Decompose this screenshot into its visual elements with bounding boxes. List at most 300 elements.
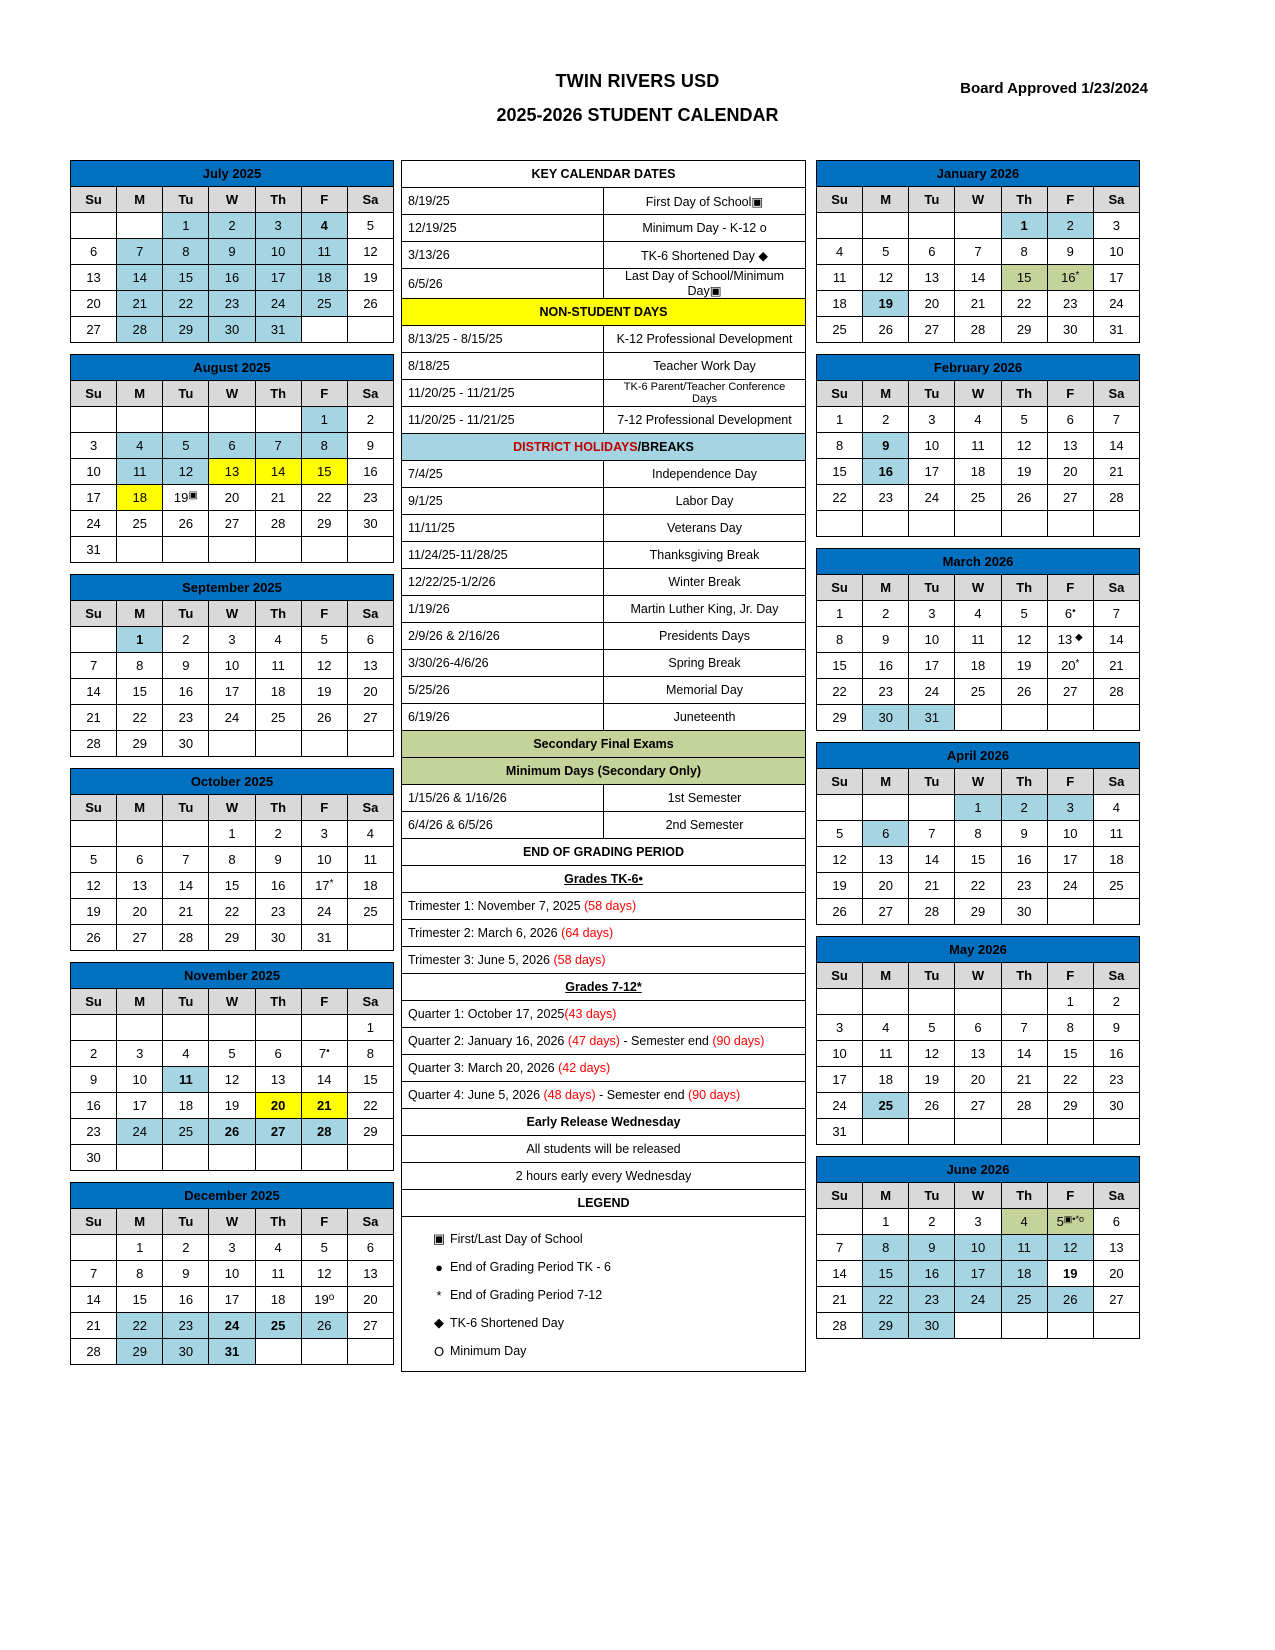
day-cell[interactable]: [347, 1339, 393, 1365]
day-cell[interactable]: 6: [347, 1235, 393, 1261]
day-cell[interactable]: 29: [817, 705, 863, 731]
day-cell[interactable]: 12: [301, 653, 347, 679]
day-cell[interactable]: 6: [863, 821, 909, 847]
day-cell[interactable]: 30: [71, 1145, 117, 1171]
day-cell[interactable]: 13: [909, 265, 955, 291]
day-cell[interactable]: [301, 1145, 347, 1171]
day-cell[interactable]: [1047, 705, 1093, 731]
day-cell[interactable]: 12: [1047, 1235, 1093, 1261]
day-cell[interactable]: 24: [255, 291, 301, 317]
day-cell[interactable]: [955, 1119, 1001, 1145]
day-cell[interactable]: 30: [909, 1313, 955, 1339]
day-cell[interactable]: 2: [209, 213, 255, 239]
day-cell[interactable]: 15: [863, 1261, 909, 1287]
day-cell[interactable]: [255, 407, 301, 433]
day-cell[interactable]: 2: [163, 1235, 209, 1261]
day-cell[interactable]: [71, 627, 117, 653]
day-cell[interactable]: [71, 821, 117, 847]
day-cell[interactable]: 3: [117, 1041, 163, 1067]
day-cell[interactable]: [209, 407, 255, 433]
day-cell[interactable]: 23: [71, 1119, 117, 1145]
day-cell[interactable]: [1001, 989, 1047, 1015]
day-cell[interactable]: 7: [163, 847, 209, 873]
day-cell[interactable]: 22: [301, 485, 347, 511]
day-cell[interactable]: 10: [909, 627, 955, 653]
day-cell[interactable]: 24: [117, 1119, 163, 1145]
day-cell[interactable]: 23: [163, 705, 209, 731]
day-cell[interactable]: 28: [301, 1119, 347, 1145]
day-cell[interactable]: 12: [1001, 627, 1047, 653]
day-cell[interactable]: 5: [1001, 407, 1047, 433]
day-cell[interactable]: 17: [1047, 847, 1093, 873]
day-cell[interactable]: 7•: [301, 1041, 347, 1067]
day-cell[interactable]: 14: [817, 1261, 863, 1287]
day-cell[interactable]: 15: [955, 847, 1001, 873]
day-cell[interactable]: 15: [209, 873, 255, 899]
day-cell[interactable]: 14: [71, 679, 117, 705]
day-cell[interactable]: 17: [117, 1093, 163, 1119]
day-cell[interactable]: 25: [163, 1119, 209, 1145]
day-cell[interactable]: [209, 731, 255, 757]
day-cell[interactable]: 22: [817, 679, 863, 705]
day-cell[interactable]: 8: [347, 1041, 393, 1067]
day-cell[interactable]: [71, 1015, 117, 1041]
day-cell[interactable]: 11: [863, 1041, 909, 1067]
day-cell[interactable]: [163, 1015, 209, 1041]
day-cell[interactable]: 6: [955, 1015, 1001, 1041]
day-cell[interactable]: 28: [71, 1339, 117, 1365]
day-cell[interactable]: 21: [1093, 459, 1139, 485]
day-cell[interactable]: 16: [209, 265, 255, 291]
day-cell[interactable]: 6: [209, 433, 255, 459]
day-cell[interactable]: 19: [1001, 653, 1047, 679]
day-cell[interactable]: [863, 511, 909, 537]
day-cell[interactable]: [117, 213, 163, 239]
day-cell[interactable]: [863, 795, 909, 821]
day-cell[interactable]: 1: [863, 1209, 909, 1235]
day-cell[interactable]: 26: [71, 925, 117, 951]
day-cell[interactable]: 20: [863, 873, 909, 899]
day-cell[interactable]: 26: [301, 1313, 347, 1339]
day-cell[interactable]: 18: [255, 679, 301, 705]
day-cell[interactable]: 19: [301, 679, 347, 705]
day-cell[interactable]: 3: [301, 821, 347, 847]
day-cell[interactable]: [163, 537, 209, 563]
day-cell[interactable]: 9: [255, 847, 301, 873]
day-cell[interactable]: 16: [1093, 1041, 1139, 1067]
day-cell[interactable]: 14: [301, 1067, 347, 1093]
day-cell[interactable]: 1: [209, 821, 255, 847]
day-cell[interactable]: 24: [955, 1287, 1001, 1313]
day-cell[interactable]: 3: [1047, 795, 1093, 821]
day-cell[interactable]: 3: [1093, 213, 1139, 239]
day-cell[interactable]: [1001, 705, 1047, 731]
day-cell[interactable]: 2: [1001, 795, 1047, 821]
day-cell[interactable]: [255, 731, 301, 757]
day-cell[interactable]: 19: [209, 1093, 255, 1119]
day-cell[interactable]: 25: [955, 485, 1001, 511]
day-cell[interactable]: 28: [71, 731, 117, 757]
day-cell[interactable]: 23: [209, 291, 255, 317]
day-cell[interactable]: 15: [1047, 1041, 1093, 1067]
day-cell[interactable]: 18: [817, 291, 863, 317]
day-cell[interactable]: 9: [163, 1261, 209, 1287]
day-cell[interactable]: 14: [255, 459, 301, 485]
day-cell[interactable]: 30: [1001, 899, 1047, 925]
day-cell[interactable]: 28: [117, 317, 163, 343]
day-cell[interactable]: 16: [163, 1287, 209, 1313]
day-cell[interactable]: 5: [301, 1235, 347, 1261]
day-cell[interactable]: 22: [209, 899, 255, 925]
day-cell[interactable]: [1093, 1313, 1139, 1339]
day-cell[interactable]: 13: [255, 1067, 301, 1093]
day-cell[interactable]: 27: [255, 1119, 301, 1145]
day-cell[interactable]: 29: [955, 899, 1001, 925]
day-cell[interactable]: 9: [1047, 239, 1093, 265]
day-cell[interactable]: 7: [1093, 407, 1139, 433]
day-cell[interactable]: 18: [955, 653, 1001, 679]
day-cell[interactable]: 19: [71, 899, 117, 925]
day-cell[interactable]: 28: [817, 1313, 863, 1339]
day-cell[interactable]: 20: [209, 485, 255, 511]
day-cell[interactable]: 15: [117, 1287, 163, 1313]
day-cell[interactable]: 29: [863, 1313, 909, 1339]
day-cell[interactable]: 26: [209, 1119, 255, 1145]
day-cell[interactable]: 2: [71, 1041, 117, 1067]
day-cell[interactable]: 5: [71, 847, 117, 873]
day-cell[interactable]: 13: [71, 265, 117, 291]
day-cell[interactable]: 13 ◆: [1047, 627, 1093, 653]
day-cell[interactable]: 18: [347, 873, 393, 899]
day-cell[interactable]: 29: [209, 925, 255, 951]
day-cell[interactable]: 23: [347, 485, 393, 511]
day-cell[interactable]: 18: [163, 1093, 209, 1119]
day-cell[interactable]: 26: [1001, 485, 1047, 511]
day-cell[interactable]: 28: [1001, 1093, 1047, 1119]
day-cell[interactable]: 29: [347, 1119, 393, 1145]
day-cell[interactable]: 9: [863, 433, 909, 459]
day-cell[interactable]: 19: [1001, 459, 1047, 485]
day-cell[interactable]: 22: [117, 1313, 163, 1339]
day-cell[interactable]: [71, 1235, 117, 1261]
day-cell[interactable]: [863, 1119, 909, 1145]
day-cell[interactable]: 11: [955, 433, 1001, 459]
day-cell[interactable]: 4: [817, 239, 863, 265]
day-cell[interactable]: 12: [209, 1067, 255, 1093]
day-cell[interactable]: 7: [117, 239, 163, 265]
day-cell[interactable]: 15: [347, 1067, 393, 1093]
day-cell[interactable]: 7: [255, 433, 301, 459]
day-cell[interactable]: [817, 511, 863, 537]
day-cell[interactable]: 13: [1047, 433, 1093, 459]
day-cell[interactable]: 11: [163, 1067, 209, 1093]
day-cell[interactable]: [71, 213, 117, 239]
day-cell[interactable]: 20: [347, 1287, 393, 1313]
day-cell[interactable]: [301, 317, 347, 343]
day-cell[interactable]: $5^{▣•*o}$: [1047, 1209, 1093, 1235]
day-cell[interactable]: [255, 1015, 301, 1041]
day-cell[interactable]: 26: [1047, 1287, 1093, 1313]
day-cell[interactable]: [955, 989, 1001, 1015]
day-cell[interactable]: 10: [909, 433, 955, 459]
day-cell[interactable]: 25: [255, 1313, 301, 1339]
day-cell[interactable]: 4: [163, 1041, 209, 1067]
day-cell[interactable]: 19▣: [163, 485, 209, 511]
day-cell[interactable]: [117, 1015, 163, 1041]
day-cell[interactable]: 7: [909, 821, 955, 847]
day-cell[interactable]: 22: [955, 873, 1001, 899]
day-cell[interactable]: [347, 1145, 393, 1171]
day-cell[interactable]: [1093, 705, 1139, 731]
day-cell[interactable]: [1093, 1119, 1139, 1145]
day-cell[interactable]: 12: [71, 873, 117, 899]
day-cell[interactable]: 11: [817, 265, 863, 291]
day-cell[interactable]: [955, 1313, 1001, 1339]
day-cell[interactable]: 30: [255, 925, 301, 951]
day-cell[interactable]: 7: [1093, 601, 1139, 627]
day-cell[interactable]: 5: [209, 1041, 255, 1067]
day-cell[interactable]: [863, 213, 909, 239]
day-cell[interactable]: [347, 317, 393, 343]
day-cell[interactable]: 7: [817, 1235, 863, 1261]
day-cell[interactable]: 23: [1001, 873, 1047, 899]
day-cell[interactable]: 15: [117, 679, 163, 705]
day-cell[interactable]: 13: [209, 459, 255, 485]
day-cell[interactable]: 17*: [301, 873, 347, 899]
day-cell[interactable]: [301, 731, 347, 757]
day-cell[interactable]: 1: [1047, 989, 1093, 1015]
day-cell[interactable]: 30: [1047, 317, 1093, 343]
day-cell[interactable]: 29: [117, 731, 163, 757]
day-cell[interactable]: 18: [301, 265, 347, 291]
day-cell[interactable]: 17: [909, 459, 955, 485]
day-cell[interactable]: [909, 1119, 955, 1145]
day-cell[interactable]: [209, 1015, 255, 1041]
day-cell[interactable]: 21: [163, 899, 209, 925]
day-cell[interactable]: 21: [71, 1313, 117, 1339]
day-cell[interactable]: [255, 1339, 301, 1365]
day-cell[interactable]: 5: [347, 213, 393, 239]
day-cell[interactable]: 22: [817, 485, 863, 511]
day-cell[interactable]: 26: [301, 705, 347, 731]
day-cell[interactable]: 2: [909, 1209, 955, 1235]
day-cell[interactable]: 17: [909, 653, 955, 679]
day-cell[interactable]: 31: [255, 317, 301, 343]
day-cell[interactable]: 13: [347, 1261, 393, 1287]
day-cell[interactable]: 20: [71, 291, 117, 317]
day-cell[interactable]: 22: [117, 705, 163, 731]
day-cell[interactable]: 12: [863, 265, 909, 291]
day-cell[interactable]: [955, 705, 1001, 731]
day-cell[interactable]: 25: [117, 511, 163, 537]
day-cell[interactable]: 24: [909, 679, 955, 705]
day-cell[interactable]: 23: [909, 1287, 955, 1313]
day-cell[interactable]: 23: [255, 899, 301, 925]
day-cell[interactable]: 18: [863, 1067, 909, 1093]
day-cell[interactable]: [255, 1145, 301, 1171]
day-cell[interactable]: 15: [163, 265, 209, 291]
day-cell[interactable]: 27: [909, 317, 955, 343]
day-cell[interactable]: 9: [863, 627, 909, 653]
day-cell[interactable]: 17: [1093, 265, 1139, 291]
day-cell[interactable]: 5: [817, 821, 863, 847]
day-cell[interactable]: 21: [255, 485, 301, 511]
day-cell[interactable]: 8: [817, 433, 863, 459]
day-cell[interactable]: 21: [955, 291, 1001, 317]
day-cell[interactable]: 25: [347, 899, 393, 925]
day-cell[interactable]: 17: [955, 1261, 1001, 1287]
day-cell[interactable]: 30: [209, 317, 255, 343]
day-cell[interactable]: [301, 537, 347, 563]
day-cell[interactable]: 23: [1047, 291, 1093, 317]
day-cell[interactable]: 1: [117, 627, 163, 653]
day-cell[interactable]: 27: [71, 317, 117, 343]
day-cell[interactable]: [163, 821, 209, 847]
day-cell[interactable]: 10: [955, 1235, 1001, 1261]
day-cell[interactable]: 14: [955, 265, 1001, 291]
day-cell[interactable]: 10: [71, 459, 117, 485]
day-cell[interactable]: [1047, 1313, 1093, 1339]
day-cell[interactable]: 4: [863, 1015, 909, 1041]
day-cell[interactable]: [1047, 1119, 1093, 1145]
day-cell[interactable]: 9: [909, 1235, 955, 1261]
day-cell[interactable]: 3: [909, 601, 955, 627]
day-cell[interactable]: 27: [1093, 1287, 1139, 1313]
day-cell[interactable]: 30: [163, 1339, 209, 1365]
day-cell[interactable]: 10: [209, 1261, 255, 1287]
day-cell[interactable]: 17: [255, 265, 301, 291]
day-cell[interactable]: 24: [209, 705, 255, 731]
day-cell[interactable]: 11: [1093, 821, 1139, 847]
day-cell[interactable]: [347, 925, 393, 951]
day-cell[interactable]: 29: [117, 1339, 163, 1365]
day-cell[interactable]: 26: [1001, 679, 1047, 705]
day-cell[interactable]: 6: [347, 627, 393, 653]
day-cell[interactable]: 7: [71, 653, 117, 679]
day-cell[interactable]: 16: [1001, 847, 1047, 873]
day-cell[interactable]: 25: [955, 679, 1001, 705]
day-cell[interactable]: 10: [209, 653, 255, 679]
day-cell[interactable]: 16: [255, 873, 301, 899]
day-cell[interactable]: 22: [1047, 1067, 1093, 1093]
day-cell[interactable]: 29: [1001, 317, 1047, 343]
day-cell[interactable]: 4: [255, 627, 301, 653]
day-cell[interactable]: 27: [955, 1093, 1001, 1119]
day-cell[interactable]: 27: [1047, 485, 1093, 511]
day-cell[interactable]: 18: [255, 1287, 301, 1313]
day-cell[interactable]: [301, 1015, 347, 1041]
day-cell[interactable]: 30: [1093, 1093, 1139, 1119]
day-cell[interactable]: 24: [1093, 291, 1139, 317]
day-cell[interactable]: 14: [1093, 627, 1139, 653]
day-cell[interactable]: 20*: [1047, 653, 1093, 679]
day-cell[interactable]: 31: [301, 925, 347, 951]
day-cell[interactable]: 28: [163, 925, 209, 951]
day-cell[interactable]: 23: [863, 485, 909, 511]
day-cell[interactable]: [163, 1145, 209, 1171]
day-cell[interactable]: 16: [163, 679, 209, 705]
day-cell[interactable]: 21: [1093, 653, 1139, 679]
day-cell[interactable]: [817, 795, 863, 821]
day-cell[interactable]: 26: [163, 511, 209, 537]
day-cell[interactable]: [301, 1339, 347, 1365]
day-cell[interactable]: 13: [1093, 1235, 1139, 1261]
day-cell[interactable]: 26: [347, 291, 393, 317]
day-cell[interactable]: 25: [817, 317, 863, 343]
day-cell[interactable]: 27: [117, 925, 163, 951]
day-cell[interactable]: 22: [163, 291, 209, 317]
day-cell[interactable]: 26: [817, 899, 863, 925]
day-cell[interactable]: 15: [817, 653, 863, 679]
day-cell[interactable]: [817, 1209, 863, 1235]
day-cell[interactable]: 23: [163, 1313, 209, 1339]
day-cell[interactable]: [817, 989, 863, 1015]
day-cell[interactable]: [1001, 1313, 1047, 1339]
day-cell[interactable]: 11: [955, 627, 1001, 653]
day-cell[interactable]: 28: [1093, 485, 1139, 511]
day-cell[interactable]: 28: [1093, 679, 1139, 705]
day-cell[interactable]: 11: [301, 239, 347, 265]
day-cell[interactable]: [1001, 1119, 1047, 1145]
day-cell[interactable]: 14: [163, 873, 209, 899]
day-cell[interactable]: 25: [1093, 873, 1139, 899]
day-cell[interactable]: 7: [955, 239, 1001, 265]
day-cell[interactable]: [255, 537, 301, 563]
day-cell[interactable]: [863, 989, 909, 1015]
day-cell[interactable]: [117, 1145, 163, 1171]
day-cell[interactable]: 19: [863, 291, 909, 317]
day-cell[interactable]: 8: [955, 821, 1001, 847]
day-cell[interactable]: 2: [347, 407, 393, 433]
day-cell[interactable]: 20: [347, 679, 393, 705]
day-cell[interactable]: 4: [347, 821, 393, 847]
day-cell[interactable]: 9: [1001, 821, 1047, 847]
day-cell[interactable]: 28: [255, 511, 301, 537]
day-cell[interactable]: 31: [71, 537, 117, 563]
day-cell[interactable]: 16: [347, 459, 393, 485]
day-cell[interactable]: 30: [863, 705, 909, 731]
day-cell[interactable]: 16: [863, 653, 909, 679]
day-cell[interactable]: 11: [1001, 1235, 1047, 1261]
day-cell[interactable]: 25: [863, 1093, 909, 1119]
day-cell[interactable]: [1093, 511, 1139, 537]
day-cell[interactable]: 24: [71, 511, 117, 537]
day-cell[interactable]: 23: [1093, 1067, 1139, 1093]
day-cell[interactable]: 3: [209, 1235, 255, 1261]
day-cell[interactable]: 10: [817, 1041, 863, 1067]
day-cell[interactable]: 1: [163, 213, 209, 239]
day-cell[interactable]: 22: [1001, 291, 1047, 317]
day-cell[interactable]: 8: [1001, 239, 1047, 265]
day-cell[interactable]: 29: [163, 317, 209, 343]
day-cell[interactable]: 13: [863, 847, 909, 873]
day-cell[interactable]: 19: [909, 1067, 955, 1093]
day-cell[interactable]: 17: [209, 679, 255, 705]
day-cell[interactable]: 2: [255, 821, 301, 847]
day-cell[interactable]: 30: [347, 511, 393, 537]
day-cell[interactable]: 9: [163, 653, 209, 679]
day-cell[interactable]: 28: [955, 317, 1001, 343]
day-cell[interactable]: 31: [817, 1119, 863, 1145]
day-cell[interactable]: 26: [909, 1093, 955, 1119]
day-cell[interactable]: 12: [347, 239, 393, 265]
day-cell[interactable]: [347, 731, 393, 757]
day-cell[interactable]: 11: [117, 459, 163, 485]
day-cell[interactable]: 2: [863, 407, 909, 433]
day-cell[interactable]: 1: [117, 1235, 163, 1261]
day-cell[interactable]: 21: [301, 1093, 347, 1119]
day-cell[interactable]: [955, 213, 1001, 239]
